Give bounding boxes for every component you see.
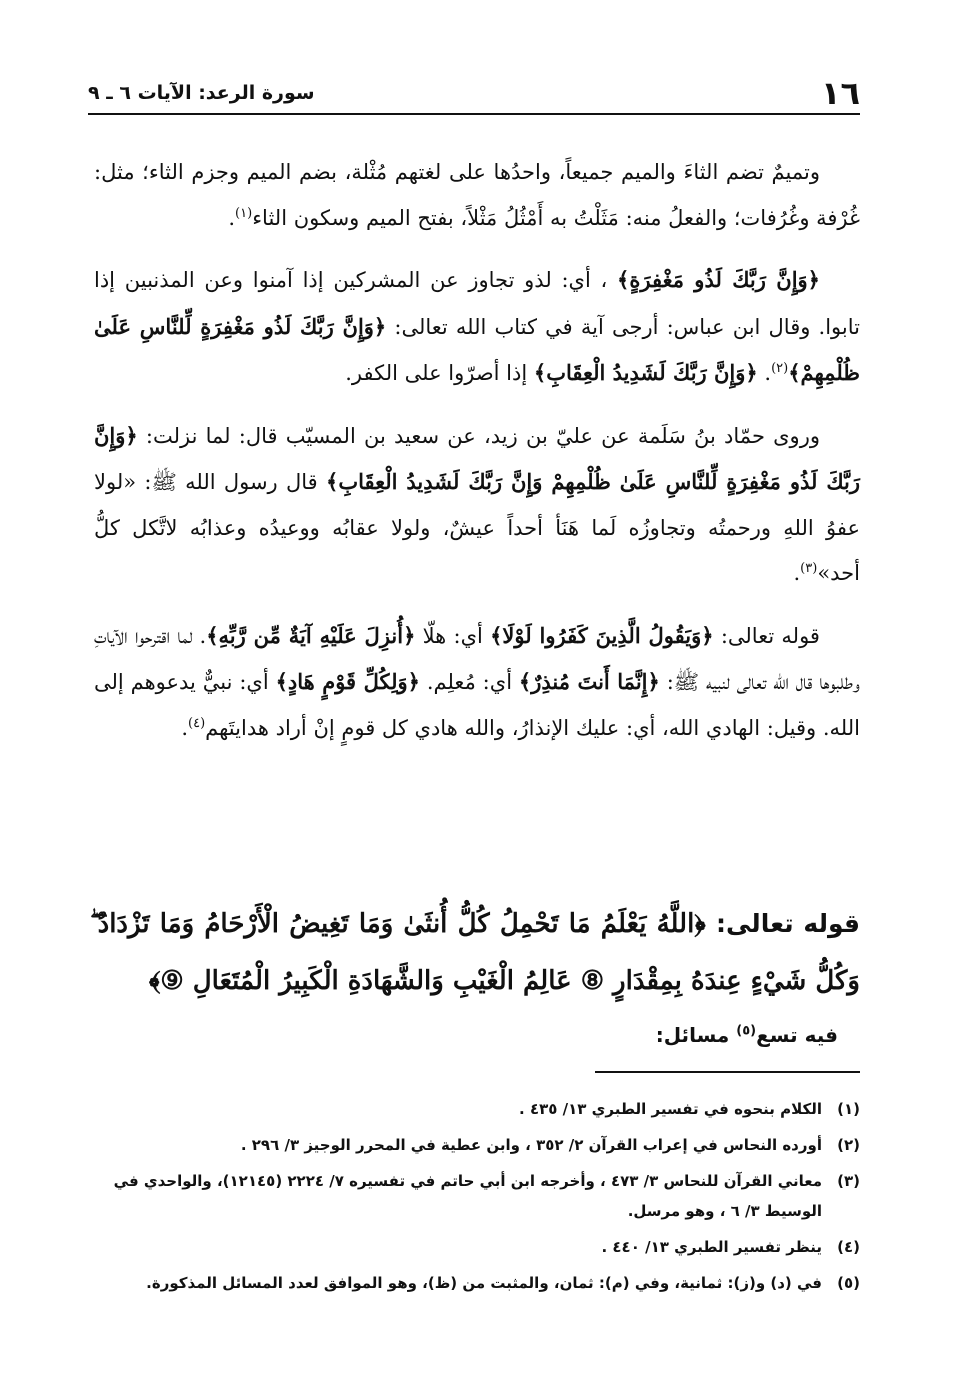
paragraph-1 xyxy=(94,150,860,241)
quran-quote: ﴿وَإِنَّ رَبَّكَ لَشَدِيدُ الْعِقَابِ﴾ xyxy=(533,360,758,385)
footnotes xyxy=(90,1094,860,1304)
footnote-item xyxy=(90,1130,860,1160)
footnote-text: معاني القرآن للنحاس ٣/ ٤٧٣ ، وأخرجه ابن أبي حاتم في تفسيره ٧/ ٢٢٢٤ (١٢١٤٥)، والواحدي في الوسيط ٣/ ٦ ، وهو مرسل. xyxy=(113,1172,822,1220)
text: . xyxy=(228,205,236,230)
verse-heading xyxy=(90,895,860,1010)
footnote-ref-2: (٢) xyxy=(771,361,789,376)
text: أي: مُعلِم. xyxy=(426,670,513,694)
text: أي: نبيٌّ يدعوهم إلى الله. وقيل: الهادي الله، أي: عليك الإنذارُ، والله هادي كل قومٍ إنْ أراد هدايتَهم xyxy=(94,670,860,740)
running-head: سورة الرعد: الآيات ٦ ـ ٩ xyxy=(88,82,315,104)
quran-quote: ﴿وَيَقُولُ الَّذِينَ كَفَرُوا لَوْلَا﴾ xyxy=(490,622,714,648)
text: . xyxy=(181,715,189,740)
footnote-ref-5: (٥) xyxy=(736,1023,757,1039)
footnote-ref-3: (٣) xyxy=(800,561,818,576)
footnote-text: ينظر تفسير الطبري ١٣/ ٤٤٠ . xyxy=(601,1238,822,1256)
quran-quote: ﴿وَإِنَّ رَبَّكَ لَذُو مَغْفِرَةٍ لِّلنَّاسِ عَلَىٰ ظُلْمِهِمْ وَإِنَّ رَبَّكَ لَشَدِيدُ الْعِقَابِ﴾ xyxy=(94,422,861,494)
footnote-item xyxy=(90,1166,860,1226)
quran-quote: ﴿إِنَّمَا أَنتَ مُنذِرٌ﴾ xyxy=(518,669,660,694)
text: إذا أصرّوا على الكفر. xyxy=(345,361,528,385)
quran-quote: ﴿وَإِنَّ رَبَّكَ لَذُو مَغْفِرَةٍ لِّلنَّاسِ عَلَىٰ ظُلْمِهِمْ﴾ xyxy=(94,313,860,385)
text: أي: هلّا xyxy=(422,623,483,648)
quran-quote: ﴿وَإِنَّ رَبَّكَ لَذُو مَغْفِرَةٍ﴾ xyxy=(617,267,820,292)
footnote-text: أورده النحاس في إعراب القرآن ٢/ ٣٥٢ ، وابن عطية في المحرر الوجيز ٣/ ٢٩٦ . xyxy=(240,1136,822,1154)
text: . xyxy=(793,561,801,585)
text: . لما اقترحوا الآياتِ وطلبوها قال الله تعالى لنبيه ﷺ: xyxy=(94,623,860,694)
text: وتميمٌ تضم الثاءَ والميم جميعاً، واحدُها على لغتهم مُثْلة، بضم الميم وجزم الثاء؛ مثل: غُرْفة وغُرُفات؛ والفعلُ منه: مَثَلْتُ به أَمْثُلُ مَثْلاً، بفتح الميم وسكون الثاء xyxy=(94,160,860,230)
footnote-item xyxy=(90,1268,860,1298)
footnote-item xyxy=(90,1232,860,1262)
issues-count-line xyxy=(656,1015,838,1055)
header-rule xyxy=(88,113,860,115)
text: وروى حمّاد بنُ سَلَمة عن عليّ بن زيد، عن سعيد بن المسيّب قال: لما نزلت: xyxy=(145,423,820,448)
verse-heading-lead: قوله تعالى: xyxy=(716,909,860,938)
text: ، أي: لذو تجاوز عن المشركين إذا آمنوا وعن المذنبين إذا تابوا. وقال ابن عباس: أرجى آية في كتاب الله تعالى: xyxy=(94,268,860,339)
paragraph-3 xyxy=(94,413,860,597)
footnote-item xyxy=(90,1094,860,1124)
footnote-number: (٤) xyxy=(837,1238,860,1256)
text: قال رسول الله ﷺ: «لولا عفوُ اللهِ ورحمتُه وتجاوزُه لَما هَنَأ أحداً عيشٌ، ولولا عقابُه ووعيدُه وعذابُه لاتَّكل كلُّ أحد» xyxy=(94,470,860,585)
paragraph-2 xyxy=(94,257,860,397)
text: مسائل: xyxy=(655,1023,730,1047)
footnote-text: في (د) و(ز): ثمانية، وفي (م): ثمان، والمثبت من (ظ)، وهو الموافق لعدد المسائل المذكورة. xyxy=(146,1274,822,1292)
quran-quote: ﴿أُنزِلَ عَلَيْهِ آيَةٌ مِّن رَّبِّهِ﴾ xyxy=(206,622,416,648)
text: قوله تعالى: xyxy=(720,623,820,648)
verse-text: ﴿اللَّهُ يَعْلَمُ مَا تَحْمِلُ كُلُّ أُنثَىٰ وَمَا تَغِيضُ الْأَرْحَامُ وَمَا تَزْدَادُ ۖ وَكُلُّ شَيْءٍ عِندَهُ بِمِقْدَارٍ ⑧ عَالِمُ الْغَيْبِ وَالشَّهَادَةِ الْكَبِيرُ الْمُتَعَالِ ⑨﴾ xyxy=(90,909,860,996)
main-text xyxy=(94,150,860,767)
footnote-number: (٣) xyxy=(837,1172,860,1190)
footnote-number: (٢) xyxy=(837,1136,860,1154)
footnote-number: (٥) xyxy=(837,1274,860,1292)
paragraph-4 xyxy=(94,613,860,752)
text: . xyxy=(764,361,772,385)
footnote-separator xyxy=(595,1071,860,1073)
footnote-ref-4: (٤) xyxy=(188,715,206,731)
footnote-text: الكلام بنحوه في تفسير الطبري ١٣/ ٤٣٥ . xyxy=(519,1100,822,1118)
quran-quote: ﴿وَلِكُلِّ قَوْمٍ هَادٍ﴾ xyxy=(275,669,420,694)
footnote-number: (١) xyxy=(837,1100,860,1118)
footnote-ref-1: (١) xyxy=(235,205,253,221)
page-number: ١٦ xyxy=(820,74,860,112)
page-header xyxy=(88,70,860,110)
text: فيه تسع xyxy=(756,1023,838,1047)
